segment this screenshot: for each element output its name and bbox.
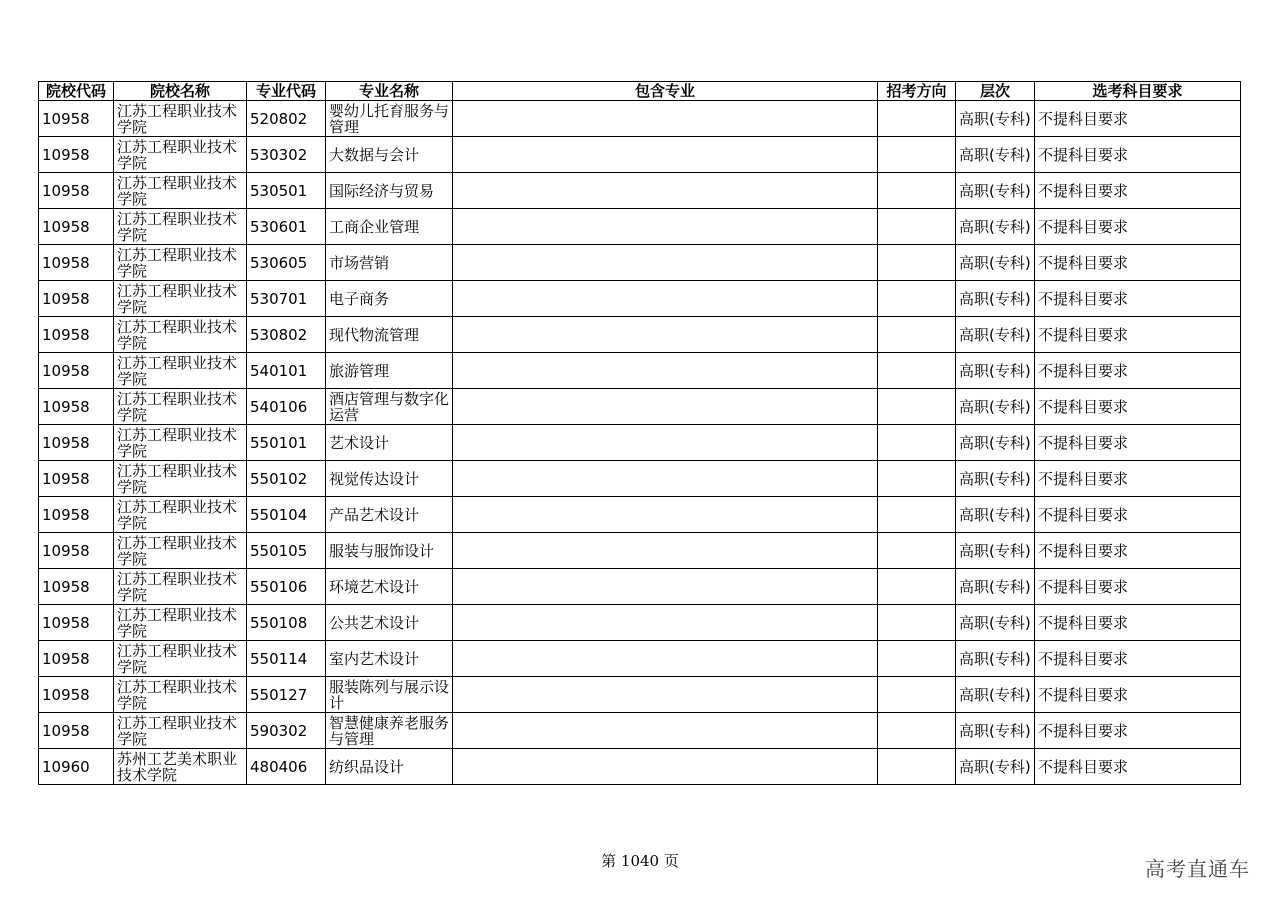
cell-direction — [878, 353, 956, 389]
cell-school-code: 10958 — [39, 389, 114, 425]
cell-school-name: 江苏工程职业技术学院 — [114, 281, 247, 317]
table-row — [39, 425, 1241, 461]
cell-school-name: 江苏工程职业技术学院 — [114, 245, 247, 281]
table-row — [39, 677, 1241, 713]
table-row — [39, 389, 1241, 425]
cell-included-majors — [453, 497, 878, 533]
table-row — [39, 605, 1241, 641]
header-school-code: 院校代码 — [39, 82, 114, 101]
cell-requirement: 不提科目要求 — [1035, 533, 1241, 569]
cell-direction — [878, 317, 956, 353]
cell-school-name: 江苏工程职业技术学院 — [114, 389, 247, 425]
cell-school-name: 江苏工程职业技术学院 — [114, 209, 247, 245]
cell-major-name: 智慧健康养老服务与管理 — [326, 713, 453, 749]
cell-included-majors — [453, 137, 878, 173]
admission-table — [38, 81, 1241, 785]
cell-school-name: 江苏工程职业技术学院 — [114, 569, 247, 605]
table-row — [39, 461, 1241, 497]
cell-level: 高职(专科) — [956, 749, 1035, 785]
cell-major-code: 530501 — [247, 173, 326, 209]
cell-school-code: 10958 — [39, 605, 114, 641]
cell-requirement: 不提科目要求 — [1035, 353, 1241, 389]
cell-direction — [878, 749, 956, 785]
cell-requirement: 不提科目要求 — [1035, 605, 1241, 641]
cell-major-name: 室内艺术设计 — [326, 641, 453, 677]
cell-school-name: 江苏工程职业技术学院 — [114, 101, 247, 137]
cell-level: 高职(专科) — [956, 173, 1035, 209]
cell-major-code: 540106 — [247, 389, 326, 425]
cell-included-majors — [453, 569, 878, 605]
cell-level: 高职(专科) — [956, 641, 1035, 677]
cell-school-code: 10958 — [39, 497, 114, 533]
cell-level: 高职(专科) — [956, 101, 1035, 137]
cell-school-code: 10958 — [39, 317, 114, 353]
cell-direction — [878, 389, 956, 425]
table-row — [39, 713, 1241, 749]
cell-school-code: 10958 — [39, 461, 114, 497]
cell-school-name: 江苏工程职业技术学院 — [114, 497, 247, 533]
table-row — [39, 137, 1241, 173]
cell-direction — [878, 713, 956, 749]
cell-requirement: 不提科目要求 — [1035, 425, 1241, 461]
cell-major-name: 环境艺术设计 — [326, 569, 453, 605]
cell-major-code: 550106 — [247, 569, 326, 605]
cell-school-code: 10958 — [39, 677, 114, 713]
cell-level: 高职(专科) — [956, 497, 1035, 533]
cell-level: 高职(专科) — [956, 209, 1035, 245]
cell-level: 高职(专科) — [956, 713, 1035, 749]
cell-level: 高职(专科) — [956, 425, 1035, 461]
cell-school-code: 10958 — [39, 713, 114, 749]
cell-included-majors — [453, 461, 878, 497]
cell-school-name: 江苏工程职业技术学院 — [114, 173, 247, 209]
cell-direction — [878, 101, 956, 137]
table-row — [39, 569, 1241, 605]
cell-level: 高职(专科) — [956, 533, 1035, 569]
cell-requirement: 不提科目要求 — [1035, 641, 1241, 677]
cell-included-majors — [453, 245, 878, 281]
table-row — [39, 317, 1241, 353]
cell-major-code: 530302 — [247, 137, 326, 173]
cell-major-code: 530701 — [247, 281, 326, 317]
table-row — [39, 281, 1241, 317]
cell-included-majors — [453, 713, 878, 749]
table-row — [39, 101, 1241, 137]
table-row — [39, 245, 1241, 281]
cell-direction — [878, 461, 956, 497]
page-number: 第 1040 页 — [601, 852, 679, 870]
cell-included-majors — [453, 353, 878, 389]
cell-school-name: 江苏工程职业技术学院 — [114, 353, 247, 389]
cell-school-code: 10958 — [39, 173, 114, 209]
table-row — [39, 641, 1241, 677]
cell-included-majors — [453, 749, 878, 785]
cell-requirement: 不提科目要求 — [1035, 569, 1241, 605]
cell-school-code: 10958 — [39, 101, 114, 137]
cell-requirement: 不提科目要求 — [1035, 245, 1241, 281]
cell-major-code: 550101 — [247, 425, 326, 461]
cell-school-name: 江苏工程职业技术学院 — [114, 641, 247, 677]
cell-direction — [878, 173, 956, 209]
cell-level: 高职(专科) — [956, 677, 1035, 713]
cell-major-code: 550108 — [247, 605, 326, 641]
cell-included-majors — [453, 677, 878, 713]
cell-major-code: 550127 — [247, 677, 326, 713]
cell-direction — [878, 569, 956, 605]
cell-level: 高职(专科) — [956, 569, 1035, 605]
table-row — [39, 209, 1241, 245]
cell-school-name: 江苏工程职业技术学院 — [114, 317, 247, 353]
header-row — [39, 82, 1241, 101]
cell-level: 高职(专科) — [956, 317, 1035, 353]
cell-level: 高职(专科) — [956, 281, 1035, 317]
cell-requirement: 不提科目要求 — [1035, 173, 1241, 209]
cell-requirement: 不提科目要求 — [1035, 461, 1241, 497]
cell-requirement: 不提科目要求 — [1035, 389, 1241, 425]
cell-included-majors — [453, 101, 878, 137]
cell-requirement: 不提科目要求 — [1035, 497, 1241, 533]
table-row — [39, 173, 1241, 209]
cell-school-code: 10958 — [39, 245, 114, 281]
cell-requirement: 不提科目要求 — [1035, 209, 1241, 245]
cell-level: 高职(专科) — [956, 245, 1035, 281]
cell-major-code: 530802 — [247, 317, 326, 353]
cell-level: 高职(专科) — [956, 137, 1035, 173]
cell-school-name: 江苏工程职业技术学院 — [114, 677, 247, 713]
cell-direction — [878, 497, 956, 533]
header-direction: 招考方向 — [878, 82, 956, 101]
cell-major-code: 520802 — [247, 101, 326, 137]
cell-included-majors — [453, 425, 878, 461]
cell-included-majors — [453, 317, 878, 353]
cell-major-name: 电子商务 — [326, 281, 453, 317]
cell-school-code: 10958 — [39, 569, 114, 605]
cell-direction — [878, 137, 956, 173]
cell-included-majors — [453, 209, 878, 245]
cell-requirement: 不提科目要求 — [1035, 317, 1241, 353]
header-major-name: 专业名称 — [326, 82, 453, 101]
cell-major-code: 480406 — [247, 749, 326, 785]
cell-major-name: 纺织品设计 — [326, 749, 453, 785]
cell-direction — [878, 245, 956, 281]
cell-major-name: 大数据与会计 — [326, 137, 453, 173]
cell-direction — [878, 641, 956, 677]
cell-included-majors — [453, 641, 878, 677]
header-included-majors: 包含专业 — [453, 82, 878, 101]
header-school-name: 院校名称 — [114, 82, 247, 101]
cell-requirement: 不提科目要求 — [1035, 713, 1241, 749]
cell-major-code: 530601 — [247, 209, 326, 245]
cell-school-code: 10958 — [39, 425, 114, 461]
cell-direction — [878, 605, 956, 641]
header-level: 层次 — [956, 82, 1035, 101]
cell-requirement: 不提科目要求 — [1035, 101, 1241, 137]
table-row — [39, 353, 1241, 389]
cell-major-name: 酒店管理与数字化运营 — [326, 389, 453, 425]
cell-major-code: 550114 — [247, 641, 326, 677]
cell-level: 高职(专科) — [956, 605, 1035, 641]
cell-major-code: 550102 — [247, 461, 326, 497]
cell-major-name: 服装与服饰设计 — [326, 533, 453, 569]
cell-school-code: 10960 — [39, 749, 114, 785]
cell-included-majors — [453, 605, 878, 641]
table-row — [39, 497, 1241, 533]
cell-level: 高职(专科) — [956, 461, 1035, 497]
cell-included-majors — [453, 173, 878, 209]
cell-school-name: 江苏工程职业技术学院 — [114, 137, 247, 173]
cell-school-name: 江苏工程职业技术学院 — [114, 713, 247, 749]
cell-major-name: 婴幼儿托育服务与管理 — [326, 101, 453, 137]
cell-school-code: 10958 — [39, 353, 114, 389]
cell-level: 高职(专科) — [956, 353, 1035, 389]
header-major-code: 专业代码 — [247, 82, 326, 101]
cell-school-name: 江苏工程职业技术学院 — [114, 461, 247, 497]
cell-major-name: 旅游管理 — [326, 353, 453, 389]
cell-level: 高职(专科) — [956, 389, 1035, 425]
cell-school-name: 江苏工程职业技术学院 — [114, 605, 247, 641]
cell-major-name: 市场营销 — [326, 245, 453, 281]
cell-major-name: 现代物流管理 — [326, 317, 453, 353]
cell-direction — [878, 209, 956, 245]
cell-school-name: 江苏工程职业技术学院 — [114, 425, 247, 461]
cell-school-code: 10958 — [39, 641, 114, 677]
cell-included-majors — [453, 533, 878, 569]
cell-direction — [878, 533, 956, 569]
cell-school-code: 10958 — [39, 209, 114, 245]
cell-school-code: 10958 — [39, 281, 114, 317]
cell-major-code: 540101 — [247, 353, 326, 389]
cell-major-code: 530605 — [247, 245, 326, 281]
cell-major-name: 视觉传达设计 — [326, 461, 453, 497]
cell-major-name: 产品艺术设计 — [326, 497, 453, 533]
cell-school-name: 苏州工艺美术职业技术学院 — [114, 749, 247, 785]
cell-requirement: 不提科目要求 — [1035, 749, 1241, 785]
header-requirement: 选考科目要求 — [1035, 82, 1241, 101]
cell-included-majors — [453, 389, 878, 425]
table-row — [39, 533, 1241, 569]
cell-direction — [878, 281, 956, 317]
cell-included-majors — [453, 281, 878, 317]
cell-direction — [878, 425, 956, 461]
cell-major-name: 工商企业管理 — [326, 209, 453, 245]
cell-school-code: 10958 — [39, 137, 114, 173]
watermark: 高考直通车 — [1145, 857, 1250, 881]
cell-major-name: 国际经济与贸易 — [326, 173, 453, 209]
cell-major-name: 艺术设计 — [326, 425, 453, 461]
cell-requirement: 不提科目要求 — [1035, 677, 1241, 713]
cell-major-name: 公共艺术设计 — [326, 605, 453, 641]
cell-direction — [878, 677, 956, 713]
cell-major-code: 590302 — [247, 713, 326, 749]
cell-requirement: 不提科目要求 — [1035, 137, 1241, 173]
table-row — [39, 749, 1241, 785]
cell-major-name: 服装陈列与展示设计 — [326, 677, 453, 713]
cell-school-name: 江苏工程职业技术学院 — [114, 533, 247, 569]
cell-requirement: 不提科目要求 — [1035, 281, 1241, 317]
cell-major-code: 550104 — [247, 497, 326, 533]
cell-school-code: 10958 — [39, 533, 114, 569]
cell-major-code: 550105 — [247, 533, 326, 569]
